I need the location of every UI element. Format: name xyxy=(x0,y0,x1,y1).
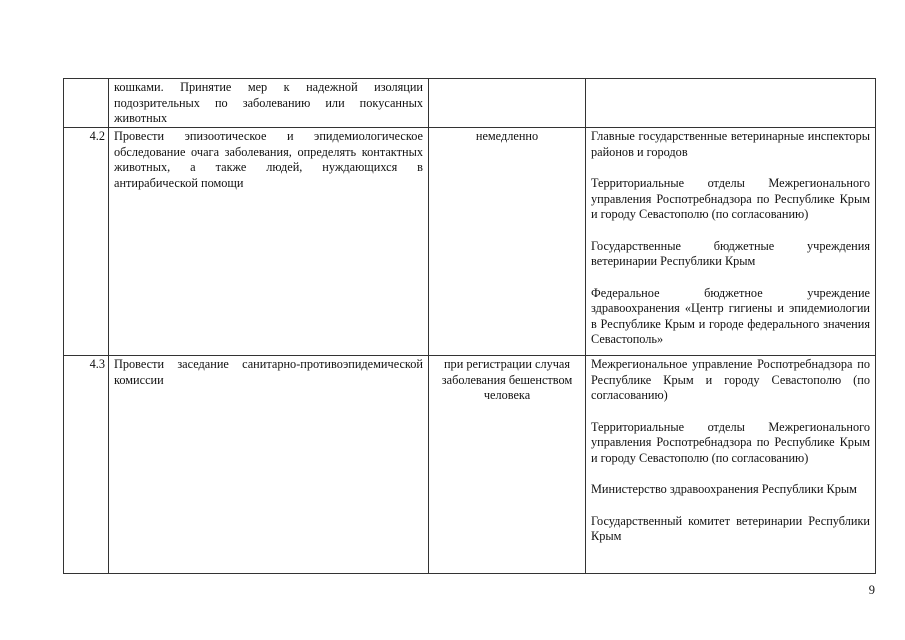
row-number: 4.3 xyxy=(64,356,109,574)
row-responsible xyxy=(586,356,876,574)
table-row xyxy=(64,79,876,128)
table-row xyxy=(64,356,876,574)
measures-table xyxy=(63,78,876,574)
row-number: 4.2 xyxy=(64,128,109,356)
row-action: Провести эпизоотическое и эпидемиологическое обследование очага заболевания, определять контактных животных, а также людей, нуждающихся в антирабической помощи xyxy=(109,128,429,356)
responsible-item: Государственный комитет ветеринарии Республики Крым xyxy=(591,513,870,543)
table-row xyxy=(64,128,876,356)
row-deadline: при регистрации случая заболевания бешенством человека xyxy=(429,356,586,574)
row-number xyxy=(64,79,109,128)
page-number: 9 xyxy=(868,583,875,597)
responsible-item: Министерство здравоохранения Республики Крым xyxy=(591,482,857,496)
row-deadline: немедленно xyxy=(429,128,586,356)
responsible-item: Главные государственные ветеринарные инспекторы районов и городов xyxy=(591,129,870,159)
row-deadline xyxy=(429,79,586,128)
responsible-item: Территориальные отделы Межрегионального управления Роспотребнадзора по Республике Крым и городу Севастополю (по согласованию) xyxy=(591,176,870,221)
responsible-item: Государственные бюджетные учреждения ветеринарии Республики Крым xyxy=(591,238,870,268)
row-action: кошками. Принятие мер к надежной изоляции подозрительных по заболеванию или покусанных животных xyxy=(109,79,429,128)
responsible-item: Территориальные отделы Межрегионального управления Роспотребнадзора по Республике Крым и городу Севастополю (по согласованию) xyxy=(591,419,870,465)
responsible-item: Федеральное бюджетное учреждение здравоохранения «Центр гигиены и эпидемиологии в Республике Крым и городе федерального значения Севастополь» xyxy=(591,285,870,346)
row-responsible xyxy=(586,79,876,128)
responsible-item: Межрегиональное управление Роспотребнадзора по Республике Крым и городу Севастополю (по согласованию) xyxy=(591,357,870,402)
row-action: Провести заседание санитарно-противоэпидемической комиссии xyxy=(109,356,429,574)
row-responsible xyxy=(586,128,876,356)
